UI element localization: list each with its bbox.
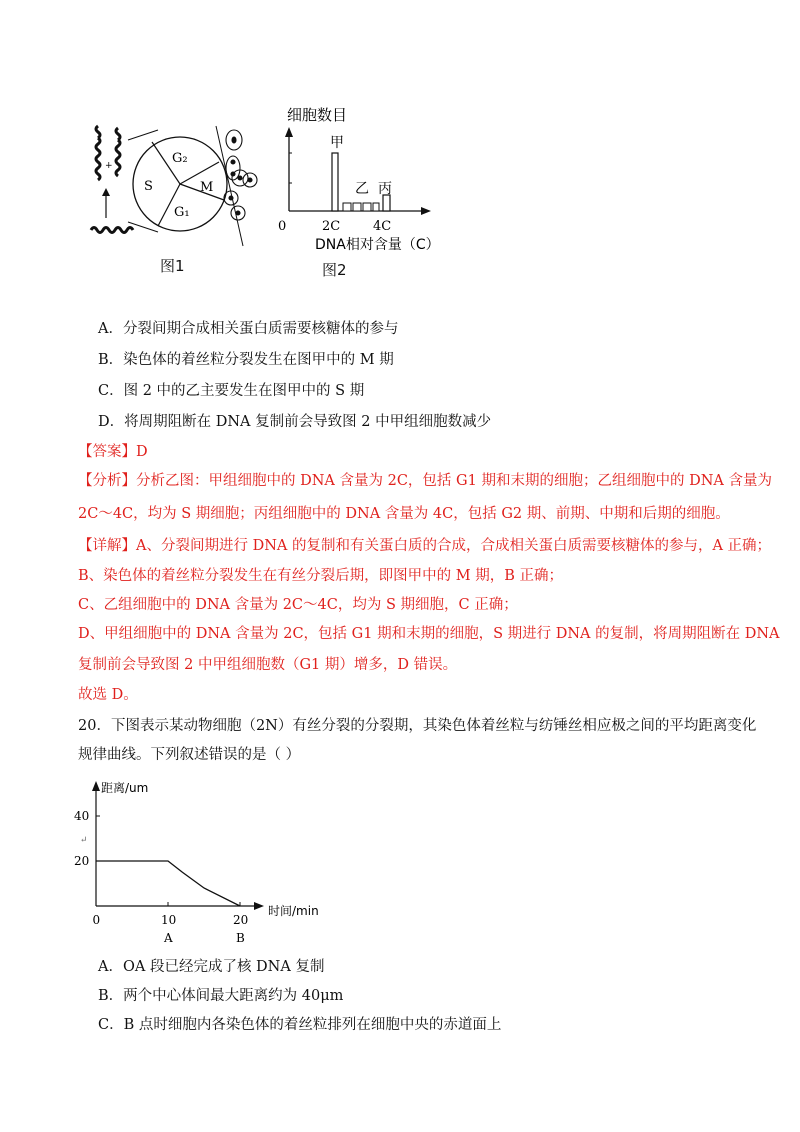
- analysis-tag: 【分析】: [78, 473, 136, 489]
- answer-line: [78, 442, 148, 462]
- y-tick-label: 40: [74, 809, 90, 823]
- q20-stem-1: 20．下图表示某动物细胞（2N）有丝分裂的分裂期，其染色体着丝粒与纺锤丝相应极之间的平均距离变化: [78, 718, 757, 734]
- bar-jia: [332, 153, 338, 211]
- chart-x-label: 时间/min: [268, 904, 319, 918]
- q20-distance-chart: [70, 775, 360, 945]
- analysis-line-1: [78, 471, 772, 491]
- x-tick-label: 0: [92, 913, 101, 927]
- detail-line-1: [78, 536, 771, 556]
- figure2-x-label: DNA相对含量（C）: [315, 237, 440, 253]
- q19-option-b: B．染色体的着丝粒分裂发生在图甲中的 M 期: [98, 352, 394, 368]
- q19-option-c: C．图 2 中的乙主要发生在图甲中的 S 期: [98, 383, 365, 399]
- dividing-cell-icon: [224, 130, 257, 220]
- x-tick-label: 10: [161, 913, 177, 927]
- bar-yi: [353, 203, 361, 211]
- chromosome-icon: [96, 126, 100, 180]
- answer-tag: 【答案】: [78, 444, 136, 460]
- detail-line-2: B、染色体的着丝粒分裂发生在有丝分裂后期，即图甲中的 M 期，B 正确；: [78, 568, 563, 584]
- answer-value: D: [136, 444, 148, 460]
- bar-yi: [373, 203, 379, 211]
- q19-option-a: A．分裂间期合成相关蛋白质需要核糖体的参与: [98, 321, 399, 337]
- figure2-y-label: 细胞数目: [287, 106, 348, 124]
- analysis-line-2: 2C～4C，均为 S 期细胞；丙组细胞中的 DNA 含量为 4C，包括 G2 期、前期、中期和后期的细胞。: [78, 506, 730, 522]
- paragraph-mark: ↵: [80, 835, 88, 846]
- q20-stem-2: 规律曲线。下列叙述错误的是（ ）: [78, 747, 301, 763]
- y-tick-label: 20: [74, 854, 90, 868]
- phase-s-label: S: [144, 179, 153, 194]
- figure2-tick-4c: 4C: [373, 219, 392, 234]
- figure1-cell-cycle: [88, 118, 268, 253]
- figure2-histogram: [275, 103, 450, 263]
- chromatin-icon: [91, 228, 133, 233]
- figure2-tick-2c: 2C: [322, 219, 341, 234]
- detail-line-6: 故选 D。: [78, 687, 138, 703]
- q19-option-d: D．将周期阻断在 DNA 复制前会导致图 2 中甲组细胞数减少: [98, 414, 492, 430]
- group-label-jia: 甲: [330, 135, 344, 151]
- q20-option-b: B．两个中心体间最大距离约为 40μm: [98, 988, 344, 1004]
- svg-text:+: +: [105, 161, 113, 171]
- figure2-origin: 0: [278, 219, 287, 234]
- analysis-text-1: 分析乙图：甲组细胞中的 DNA 含量为 2C，包括 G1 期和末期的细胞；乙组细胞中的 DNA 含量为: [136, 473, 772, 489]
- group-label-bing: 丙: [378, 181, 392, 197]
- figure2-caption: 图2: [322, 261, 347, 279]
- chromosome-icon: [116, 128, 120, 176]
- figure1-caption: 图1: [160, 257, 185, 275]
- group-label-yi: 乙: [355, 181, 369, 197]
- x-tick-label: 20: [233, 913, 249, 927]
- point-label: A: [164, 931, 173, 945]
- phase-g2-label: G₂: [172, 151, 188, 166]
- bar-yi: [363, 203, 371, 211]
- distance-line: [96, 861, 240, 906]
- chart-y-label: 距离/um: [101, 781, 149, 795]
- q20-option-a: A．OA 段已经完成了核 DNA 复制: [98, 959, 325, 975]
- phase-m-label: M: [200, 180, 214, 195]
- point-label: B: [236, 931, 245, 945]
- bar-bing: [383, 195, 390, 211]
- phase-g1-label: G₁: [174, 205, 190, 220]
- detail-tag: 【详解】: [78, 538, 136, 554]
- detail-line-5: 复制前会导致图 2 中甲组细胞数（G1 期）增多，D 错误。: [78, 657, 458, 673]
- detail-line-3: C、乙组细胞中的 DNA 含量为 2C～4C，均为 S 期细胞，C 正确；: [78, 597, 518, 613]
- q20-option-c: C．B 点时细胞内各染色体的着丝粒排列在细胞中央的赤道面上: [98, 1017, 502, 1033]
- detail-text-1: A、分裂间期进行 DNA 的复制和有关蛋白质的合成，合成相关蛋白质需要核糖体的参与，A 正确；: [136, 538, 772, 554]
- bar-yi: [343, 203, 351, 211]
- detail-line-4: D、甲组细胞中的 DNA 含量为 2C，包括 G1 期和末期的细胞，S 期进行 DNA 的复制，将周期阻断在 DNA: [78, 626, 780, 642]
